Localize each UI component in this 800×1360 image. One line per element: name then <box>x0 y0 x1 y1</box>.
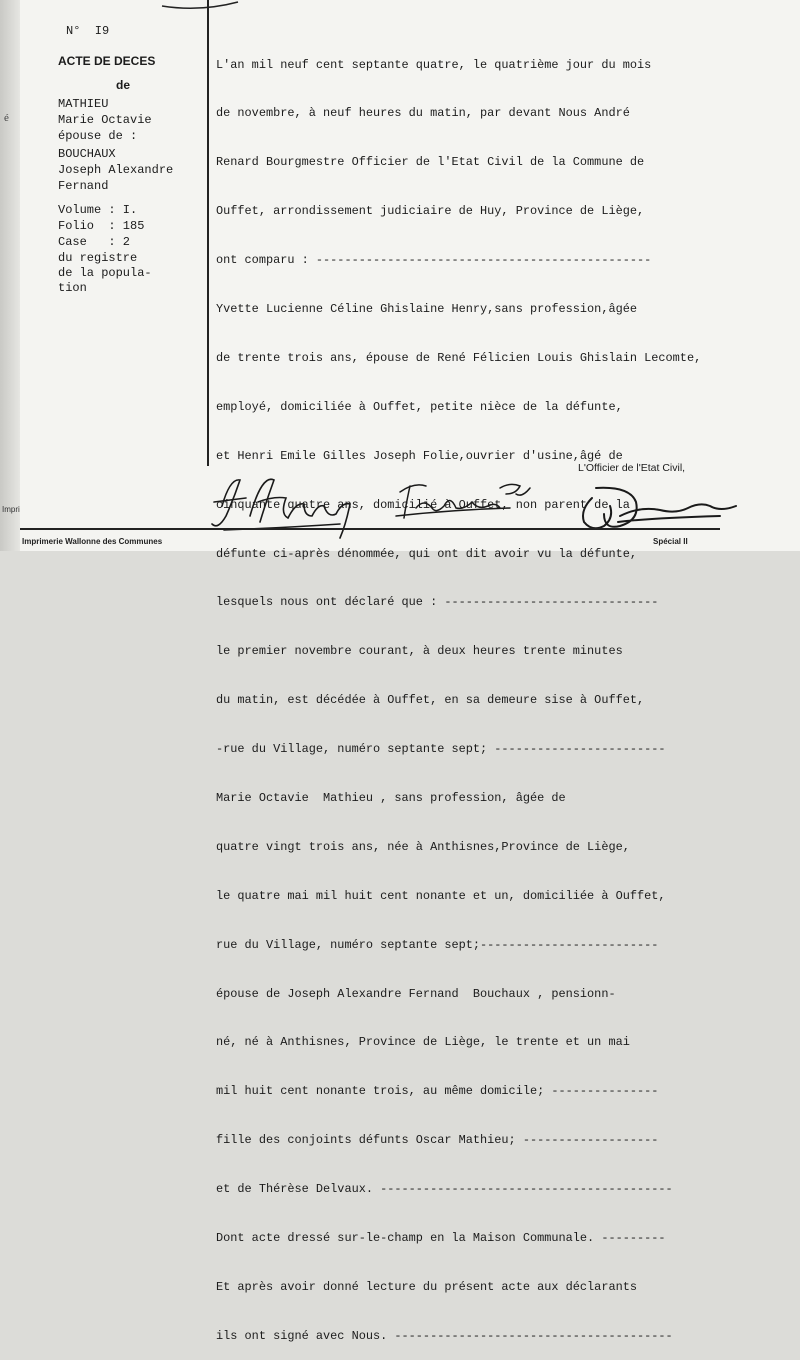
spouse-firstnames: Joseph Alexandre <box>58 163 174 177</box>
deed-line: le premier novembre courant, à deux heures trente minutes <box>216 644 623 659</box>
deed-line: ont comparu : ----------------------------------------------- <box>216 253 652 268</box>
deed-line: Dont acte dressé sur-le-champ en la Maison Communale. --------- <box>216 1230 666 1245</box>
register-note-1: du registre <box>58 251 138 265</box>
scan-edge <box>0 0 20 551</box>
signatures <box>200 458 800 548</box>
spouse-surname: BOUCHAUX <box>58 147 116 161</box>
officer-title: L'Officier de l'Etat Civil, <box>578 462 686 474</box>
deceased-firstnames: Marie Octavie <box>58 113 152 127</box>
column-divider <box>207 0 209 466</box>
edge-note: Impri <box>2 505 20 514</box>
deed-line: employé, domiciliée à Ouffet, petite nièce de la défunte, <box>216 399 623 414</box>
edge-fragment: é <box>4 112 9 124</box>
register-note-2: de la popula- <box>58 266 152 280</box>
spouse-label: épouse de : <box>58 129 138 143</box>
deed-line: Ouffet, arrondissement judiciaire de Huy, Province de Liège, <box>216 204 645 219</box>
acte-number: N° I9 <box>66 24 110 38</box>
deed-line: de trente trois ans, épouse de René Félicien Louis Ghislain Lecomte, <box>216 350 702 365</box>
deed-line: cinquante quatre ans, domicilié à Ouffet, non parent de la <box>216 497 630 512</box>
spouse-firstnames-cont: Fernand <box>58 179 109 193</box>
deed-line: -rue du Village, numéro septante sept; ------------------------ <box>216 742 666 757</box>
signature-officer <box>583 488 736 528</box>
top-stroke <box>160 0 240 10</box>
deed-line: né, né à Anthisnes, Province de Liège, le trente et un mai <box>216 1035 630 1050</box>
footer-rule <box>20 528 720 530</box>
register-folio: Folio : 185 <box>58 219 145 233</box>
form-code: Spécial II <box>653 537 688 546</box>
deed-line: Et après avoir donné lecture du présent acte aux déclarants <box>216 1279 637 1294</box>
deed-line: L'an mil neuf cent septante quatre, le quatrième jour du mois <box>216 57 652 72</box>
register-volume: Volume : I. <box>58 203 138 217</box>
deed-line: quatre vingt trois ans, née à Anthisnes,Province de Liège, <box>216 839 630 854</box>
deceased-surname: MATHIEU <box>58 97 109 111</box>
deed-line: et de Thérèse Delvaux. ----------------------------------------- <box>216 1182 673 1197</box>
deed-line: du matin, est décédée à Ouffet, en sa demeure sise à Ouffet, <box>216 693 645 708</box>
deed-line: de novembre, à neuf heures du matin, par devant Nous André <box>216 106 630 121</box>
deed-line: lesquels nous ont déclaré que : ------------------------------ <box>216 595 659 610</box>
deed-line: épouse de Joseph Alexandre Fernand Bouchaux , pensionn- <box>216 986 616 1001</box>
acte-de: de <box>116 78 131 92</box>
deed-line: rue du Village, numéro septante sept;------------------------- <box>216 937 659 952</box>
deed-line: Yvette Lucienne Céline Ghislaine Henry,sans profession,âgée <box>216 302 637 317</box>
deed-line: ils ont signé avec Nous. --------------------------------------- <box>216 1328 673 1343</box>
signature-folie <box>396 484 530 518</box>
deed-line: Renard Bourgmestre Officier de l'Etat Civil de la Commune de <box>216 155 645 170</box>
printer-imprint: Imprimerie Wallonne des Communes <box>22 537 163 546</box>
deed-body <box>216 24 800 1360</box>
register-case: Case : 2 <box>58 235 131 249</box>
deed-line: et Henri Emile Gilles Joseph Folie,ouvrier d'usine,âgé de <box>216 448 623 463</box>
deed-line: mil huit cent nonante trois, au même domicile; --------------- <box>216 1084 659 1099</box>
deed-line: défunte ci-après dénommée, qui ont dit avoir vu la défunte, <box>216 546 637 561</box>
deed-line: le quatre mai mil huit cent nonante et un, domiciliée à Ouffet, <box>216 888 666 903</box>
deed-line: fille des conjoints défunts Oscar Mathieu; ------------------- <box>216 1133 659 1148</box>
acte-title: ACTE DE DECES <box>58 54 156 68</box>
deed-line: Marie Octavie Mathieu , sans profession, âgée de <box>216 790 566 805</box>
register-note-3: tion <box>58 281 87 295</box>
